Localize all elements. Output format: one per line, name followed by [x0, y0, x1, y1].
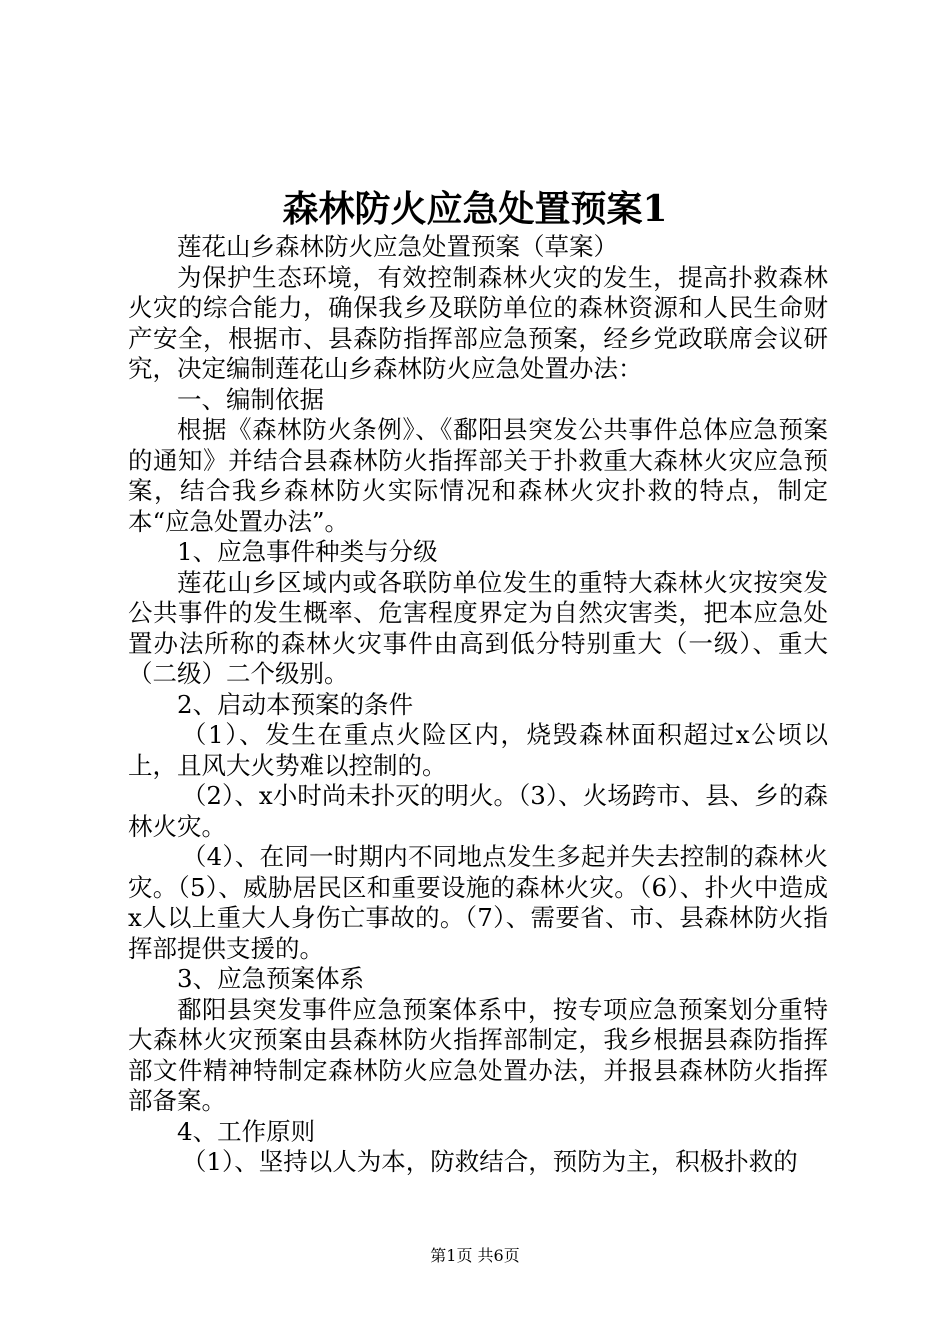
body-paragraph: 鄱阳县突发事件应急预案体系中，按专项应急预案划分重特大森林火灾预案由县森林防火指挥部制定，我乡根据县森防指挥部文件精神特制定森林防火应急处置办法，并报县森林防火指挥部备案。 — [128, 994, 828, 1115]
section-heading: 4、工作原则 — [177, 1116, 316, 1146]
intro-paragraph: 为保护生态环境，有效控制森林火灾的发生，提高扑救森林火灾的综合能力，确保我乡及联防单位的森林资源和人民生命财产安全，根据市、县森防指挥部应急预案，经乡党政联席会议研究，决定编制莲花山乡森林防火应急处置办法： — [128, 262, 828, 383]
document-body — [128, 232, 828, 1178]
section-heading: 2、启动本预案的条件 — [177, 689, 414, 719]
body-paragraph: （4）、在同一时期内不同地点发生多起并失去控制的森林火灾。（5）、威胁居民区和重要设施的森林火灾。（6）、扑火中造成x人以上重大人身伤亡事故的。（7）、需要省、市、县森林防火指挥部提供支援的。 — [128, 842, 828, 963]
body-paragraph: （1）、发生在重点火险区内，烧毁森林面积超过x公顷以上，且风大火势难以控制的。 — [128, 720, 828, 780]
body-paragraph: 根据《森林防火条例》、《鄱阳县突发公共事件总体应急预案的通知》并结合县森林防火指挥部关于扑救重大森林火灾应急预案，结合我乡森林防火实际情况和森林火灾扑救的特点，制定本“应急处置办法”。 — [128, 415, 828, 536]
section-heading: 1、应急事件种类与分级 — [177, 537, 438, 566]
body-paragraph: 莲花山乡区域内或各联防单位发生的重特大森林火灾按突发公共事件的发生概率、危害程度界定为自然灾害类，把本应急处置办法所称的森林火灾事件由高到低分特别重大（一级）、重大（二级）二个级别。 — [128, 567, 828, 688]
page-number-footer: 第1页 共6页 — [430, 1246, 520, 1265]
section-heading: 一、编制依据 — [177, 384, 324, 414]
body-paragraph: （1）、坚持以人为本，防救结合，预防为主，积极扑救的 — [181, 1147, 798, 1176]
section-heading: 3、应急预案体系 — [177, 964, 365, 993]
body-paragraph: （2）、x小时尚未扑灭的明火。（3）、火场跨市、县、乡的森林火灾。 — [128, 781, 828, 841]
subtitle-paragraph: 莲花山乡森林防火应急处置预案（草案） — [177, 232, 618, 261]
document-title: 森林防火应急处置预案1 — [282, 188, 668, 230]
